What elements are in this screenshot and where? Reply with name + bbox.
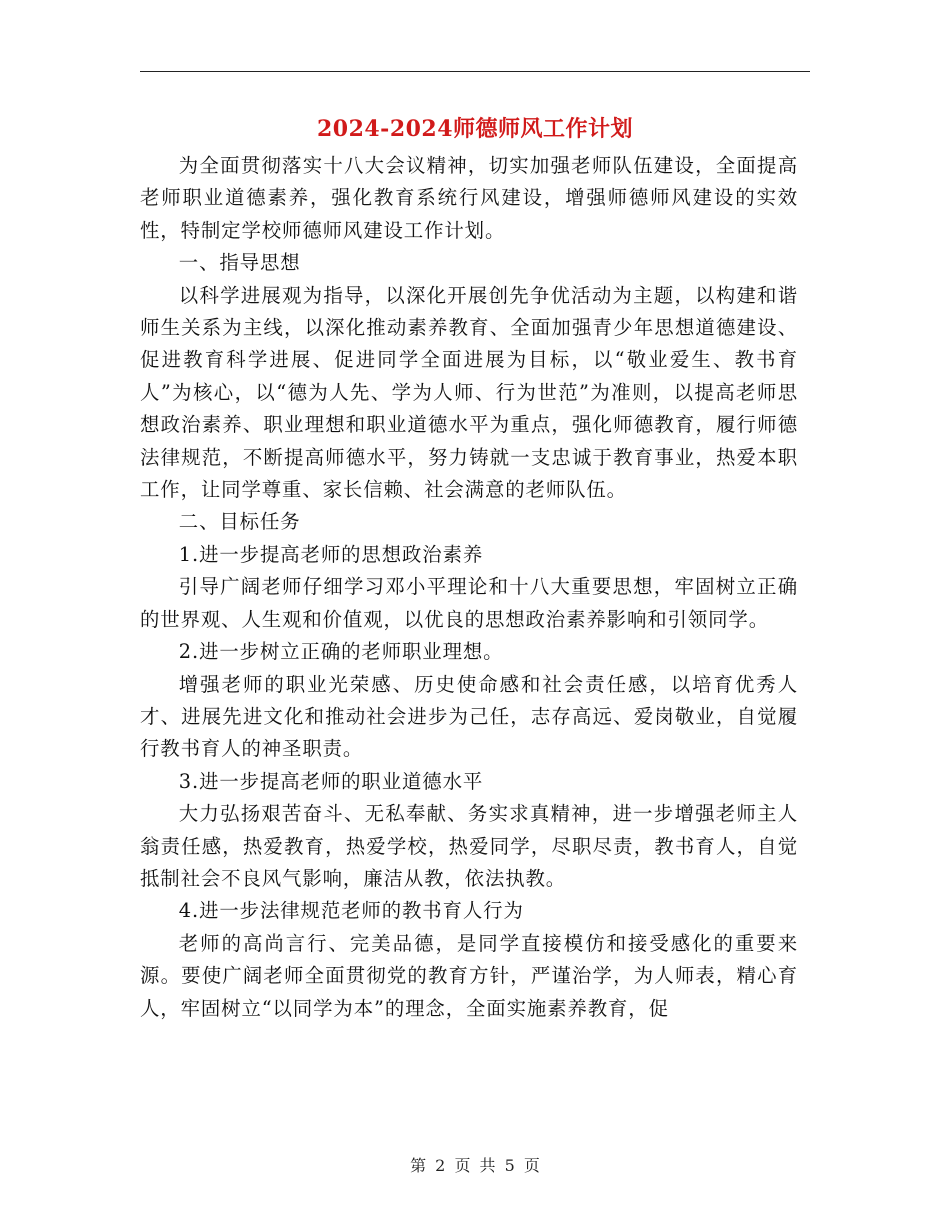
section-heading: 二、目标任务 xyxy=(178,510,301,534)
section-heading: 一、指导思想 xyxy=(178,251,301,275)
subsection-heading: 3.进一步提高老师的职业道德水平 xyxy=(178,769,484,793)
page-footer: 第 2 页 共 5 页 xyxy=(410,1156,540,1175)
paragraph: 引导广阔老师仔细学习邓小平理论和十八大重要思想，牢固树立正确的世界观、人生观和价值观，以优良的思想政治素养影响和引领同学。 xyxy=(140,575,798,631)
paragraph: 大力弘扬艰苦奋斗、无私奉献、务实求真精神，进一步增强老师主人翁责任感，热爱教育，热爱学校，热爱同学，尽职尽责，教书育人，自觉抵制社会不良风气影响，廉洁从教，依法执教。 xyxy=(140,802,798,890)
paragraph: 以科学进展观为指导，以深化开展创先争优活动为主题，以构建和谐师生关系为主线，以深化推动素养教育、全面加强青少年思想道德建设、促进教育科学进展、促进同学全面进展为目标，以“敬业爱生、教书育人”为核心，以“德为人先、学为人师、行为世范”为准则，以提高老师思想政治素养、职业理想和职业道德水平为重点，强化师德教育，履行师德法律规范，不断提高师德水平，努力铸就一支忠诚于教育事业，热爱本职工作，让同学尊重、家长信赖、社会满意的老师队伍。 xyxy=(140,283,798,502)
paragraph: 老师的高尚言行、完美品德，是同学直接模仿和接受感化的重要来源。要使广阔老师全面贯彻党的教育方针，严谨治学，为人师表，精心育人，牢固树立“以同学为本”的理念，全面实施素养教育，促 xyxy=(140,931,798,1020)
subsection-heading: 2.进一步树立正确的老师职业理想。 xyxy=(178,640,504,664)
subsection-heading: 4.进一步法律规范老师的教书育人行为 xyxy=(178,899,524,923)
paragraph: 为全面贯彻落实十八大会议精神，切实加强老师队伍建设，全面提高老师职业道德素养，强化教育系统行风建设，增强师德师风建设的实效性，特制定学校师德师风建设工作计划。 xyxy=(140,154,798,242)
document-title: 2024-2024师德师风工作计划 xyxy=(316,116,634,142)
document-body xyxy=(140,150,798,1025)
header-rule xyxy=(140,71,810,72)
subsection-heading: 1.进一步提高老师的思想政治素养 xyxy=(178,542,484,566)
paragraph: 增强老师的职业光荣感、历史使命感和社会责任感，以培育优秀人才、进展先进文化和推动社会进步为己任，志存高远、爱岗敬业，自觉履行教书育人的神圣职责。 xyxy=(140,672,798,761)
